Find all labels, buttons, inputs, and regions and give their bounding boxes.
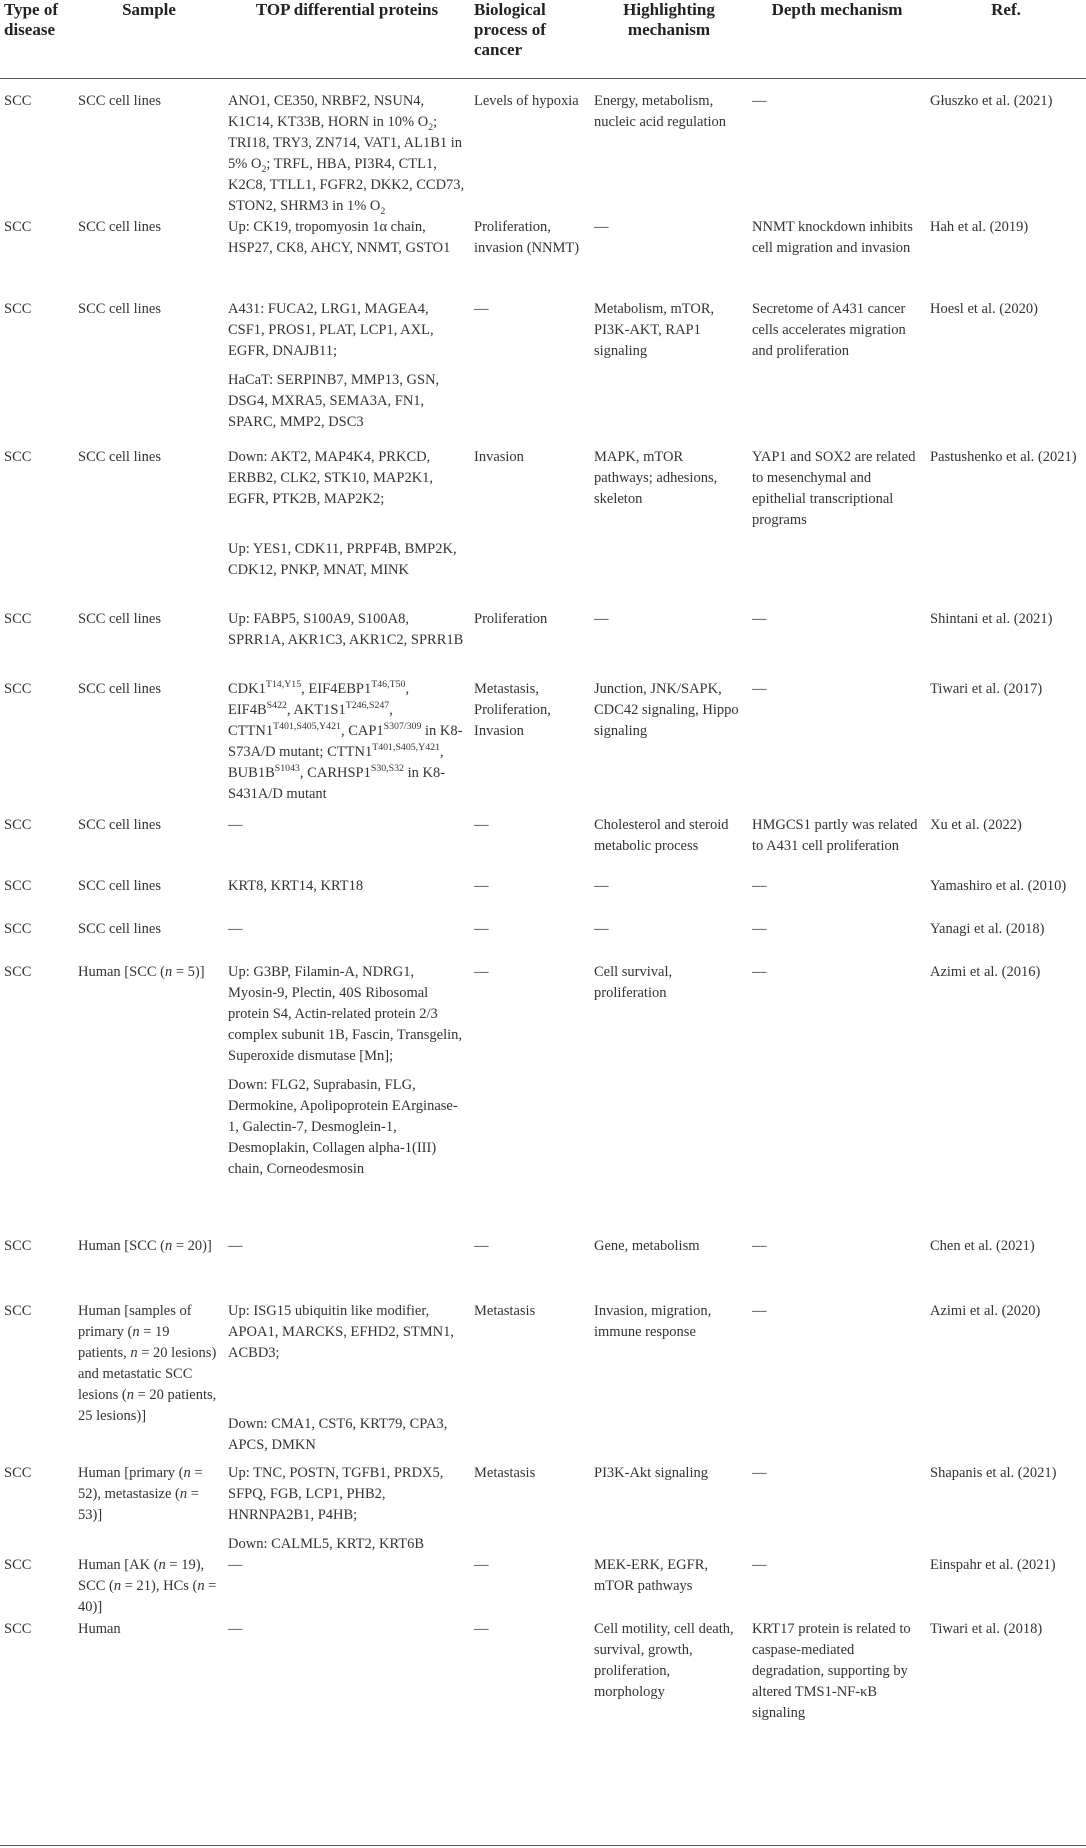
table-row	[0, 962, 1086, 1236]
cell-mech: Junction, JNK/SAPK, CDC42 signaling, Hippo signaling	[594, 680, 739, 739]
cell-ref: Chen et al. (2021)	[930, 1237, 1035, 1254]
cell-sample: SCC cell lines	[78, 920, 161, 937]
cell-depth: Secretome of A431 cancer cells accelerates migration and proliferation	[752, 300, 906, 359]
cell-depth: —	[752, 92, 767, 109]
cell-depth: —	[752, 963, 767, 980]
cell-bio: Metastasis, Proliferation, Invasion	[474, 680, 551, 739]
cell-proteins: —	[228, 816, 243, 833]
cell-proteins: Down: AKT2, MAP4K4, PRKCD, ERBB2, CLK2, STK10, MAP2K1, EGFR, PTK2B, MAP2K2; Up: YES1, CDK11, PRPF4B, BMP2K, CDK12, PNKP, MNAT, MINK	[228, 448, 457, 578]
cell-type: SCC	[4, 963, 32, 980]
table-row	[0, 1619, 1086, 1725]
cell-proteins: Up: FABP5, S100A9, S100A8, SPRR1A, AKR1C3, AKR1C2, SPRR1B	[228, 610, 464, 648]
cell-proteins: Up: CK19, tropomyosin 1α chain, HSP27, CK8, AHCY, NNMT, GSTO1	[228, 218, 451, 256]
cell-depth: —	[752, 1302, 767, 1319]
cell-depth: —	[752, 1464, 767, 1481]
cell-sample: Human [SCC (n = 20)]	[78, 1237, 212, 1254]
table-row	[0, 78, 1086, 217]
cell-ref: Pastushenko et al. (2021)	[930, 448, 1077, 465]
cell-depth: —	[752, 1237, 767, 1254]
cell-depth: —	[752, 1556, 767, 1573]
cell-bio: —	[474, 877, 489, 894]
cell-bio: —	[474, 1620, 489, 1637]
cell-bio: Proliferation, invasion (NNMT)	[474, 218, 580, 256]
cell-proteins: KRT8, KRT14, KRT18	[228, 877, 364, 894]
cell-sample: SCC cell lines	[78, 877, 161, 894]
cell-bio: —	[474, 1237, 489, 1254]
cell-type: SCC	[4, 920, 32, 937]
cell-depth: —	[752, 877, 767, 894]
cell-mech: PI3K-Akt signaling	[594, 1464, 708, 1481]
cell-mech: —	[594, 920, 609, 937]
cell-type: SCC	[4, 877, 32, 894]
cell-mech: Cell survival, proliferation	[594, 963, 673, 1001]
header-proteins: TOP differential proteins	[255, 0, 439, 19]
table-row	[0, 1289, 1086, 1463]
cell-bio: —	[474, 300, 489, 317]
cell-sample: SCC cell lines	[78, 680, 161, 697]
table-row	[0, 679, 1086, 815]
cell-sample: Human [primary (n = 52), metastasize (n = 53)]	[78, 1464, 203, 1523]
cell-sample: SCC cell lines	[78, 300, 161, 317]
cell-depth: —	[752, 680, 767, 697]
table-row	[0, 609, 1086, 679]
cell-type: SCC	[4, 300, 32, 317]
cell-mech: Invasion, migration, immune response	[594, 1302, 712, 1340]
table-row	[0, 1463, 1086, 1555]
cell-sample: SCC cell lines	[78, 610, 161, 627]
cell-sample: Human [AK (n = 19), SCC (n = 21), HCs (n = 40)]	[78, 1556, 217, 1615]
cell-ref: Hah et al. (2019)	[930, 218, 1029, 235]
table-row	[0, 815, 1086, 876]
cell-bio: Metastasis	[474, 1302, 536, 1319]
cell-depth: NNMT knockdown inhibits cell migration and invasion	[752, 218, 913, 256]
table-row	[0, 1236, 1086, 1289]
cell-depth: HMGCS1 partly was related to A431 cell proliferation	[752, 816, 918, 854]
table-row	[0, 919, 1086, 962]
cell-sample: SCC cell lines	[78, 816, 161, 833]
cell-mech: —	[594, 877, 609, 894]
cell-mech: —	[594, 610, 609, 627]
cell-type: SCC	[4, 1302, 32, 1319]
cell-type: SCC	[4, 1620, 32, 1637]
cell-ref: Yamashiro et al. (2010)	[930, 877, 1067, 894]
header-bio: Biological process of cancer	[474, 0, 546, 59]
cell-ref: Hoesl et al. (2020)	[930, 300, 1038, 317]
cell-mech: Gene, metabolism	[594, 1237, 700, 1254]
header-row	[0, 0, 1086, 78]
cell-proteins: —	[228, 920, 243, 937]
table-row	[0, 299, 1086, 447]
cell-type: SCC	[4, 448, 32, 465]
table-row	[0, 217, 1086, 299]
cell-type: SCC	[4, 680, 32, 697]
cell-mech: Cholesterol and steroid metabolic process	[594, 816, 729, 854]
cell-ref: Azimi et al. (2016)	[930, 963, 1041, 980]
cell-type: SCC	[4, 1464, 32, 1481]
cell-ref: Yanagi et al. (2018)	[930, 920, 1045, 937]
header-type: Type of disease	[4, 0, 58, 39]
cell-sample: Human	[78, 1620, 121, 1637]
cell-ref: Azimi et al. (2020)	[930, 1302, 1041, 1319]
header-mech: Highlighting mechanism	[623, 0, 715, 39]
cell-ref: Głuszko et al. (2021)	[930, 92, 1053, 109]
cell-type: SCC	[4, 610, 32, 627]
cell-bio: Levels of hypoxia	[474, 92, 579, 109]
cell-mech: Cell motility, cell death, survival, growth, proliferation, morphology	[594, 1620, 734, 1700]
cell-proteins: Up: ISG15 ubiquitin like modifier, APOA1, MARCKS, EFHD2, STMN1, ACBD3; Down: CMA1, CST6, KRT79, CPA3, APCS, DMKN	[228, 1302, 454, 1453]
cell-bio: —	[474, 963, 489, 980]
cell-type: SCC	[4, 218, 32, 235]
cell-bio: Invasion	[474, 448, 524, 465]
table-row	[0, 876, 1086, 919]
header-depth: Depth mechanism	[771, 0, 903, 19]
cell-depth: —	[752, 920, 767, 937]
table-bottom-rule	[0, 1845, 1086, 1846]
cell-bio: —	[474, 1556, 489, 1573]
cell-depth: —	[752, 610, 767, 627]
cell-proteins: A431: FUCA2, LRG1, MAGEA4, CSF1, PROS1, PLAT, LCP1, AXL, EGFR, DNAJB11; HaCaT: SERPINB7, MMP13, GSN, DSG4, MXRA5, SEMA3A, FN1, SPARC, MMP2, DSC3	[228, 300, 440, 430]
cell-bio: —	[474, 816, 489, 833]
table-row	[0, 1555, 1086, 1619]
cell-depth: YAP1 and SOX2 are related to mesenchymal and epithelial transcriptional programs	[752, 448, 916, 528]
cell-mech: —	[594, 218, 609, 235]
header-sample: Sample	[122, 0, 176, 19]
cell-sample: SCC cell lines	[78, 92, 161, 109]
cell-mech: MAPK, mTOR pathways; adhesions, skeleton	[594, 448, 718, 507]
cell-sample: Human [SCC (n = 5)]	[78, 963, 205, 980]
cell-ref: Tiwari et al. (2018)	[930, 1620, 1043, 1637]
cell-bio: —	[474, 920, 489, 937]
cell-proteins: Up: TNC, POSTN, TGFB1, PRDX5, SFPQ, FGB, LCP1, PHB2, HNRNPA2B1, P4HB; Down: CALML5, KRT2, KRT6B	[228, 1464, 444, 1552]
cell-ref: Xu et al. (2022)	[930, 816, 1022, 833]
cell-bio: Metastasis	[474, 1464, 536, 1481]
cell-type: SCC	[4, 1237, 32, 1254]
table-row	[0, 447, 1086, 609]
header-ref: Ref.	[991, 0, 1021, 19]
cell-mech: Metabolism, mTOR, PI3K-AKT, RAP1 signaling	[594, 300, 715, 359]
cell-ref: Shapanis et al. (2021)	[930, 1464, 1057, 1481]
cell-type: SCC	[4, 92, 32, 109]
cell-proteins: $CDK1^{T14,Y15}$, $EIF4EBP1^{T46,T50}$, $EIF4B^{S422}$, $AKT1S1^{T246,S247}$, $CTTN1^{T401,S405,Y421}$, $CAP1^{S307/309}$ in K8-S73A/D mutant; $CTTN1^{T401,S405,Y421}$, $BUB1B^{S1043}$, $CARHSP1^{S30,S32}$ in K8-S431A/D mutant	[228, 678, 463, 802]
cell-sample: SCC cell lines	[78, 448, 161, 465]
cell-ref: Einspahr et al. (2021)	[930, 1556, 1056, 1573]
cell-bio: Proliferation	[474, 610, 548, 627]
cell-proteins: ANO1, CE350, NRBF2, NSUN4, K1C14, KT33B, HORN in 10% $O_2$; TRI18, TRY3, ZN714, VAT1, AL1B1 in 5% $O_2$; TRFL, HBA, PI3R4, CTL1, K2C8, TTLL1, FGFR2, DKK2, CCD73, STON2, SHRM3 in 1% $O_2$	[228, 92, 465, 217]
cell-type: SCC	[4, 816, 32, 833]
cell-ref: Shintani et al. (2021)	[930, 610, 1053, 627]
cell-mech: MEK-ERK, EGFR, mTOR pathways	[594, 1556, 708, 1594]
cell-proteins: —	[228, 1556, 243, 1573]
cell-sample: Human [samples of primary (n = 19 patients, n = 20 lesions) and metastatic SCC lesions (n = 20 patients, 25 lesions)]	[78, 1302, 217, 1424]
cell-sample: SCC cell lines	[78, 218, 161, 235]
cell-ref: Tiwari et al. (2017)	[930, 680, 1043, 697]
cell-proteins: —	[228, 1620, 243, 1637]
cell-proteins: —	[228, 1237, 243, 1254]
cell-mech: Energy, metabolism, nucleic acid regulation	[594, 92, 727, 130]
cell-depth: KRT17 protein is related to caspase-mediated degradation, supporting by altered TMS1-NF-κB signaling	[752, 1620, 911, 1721]
cell-proteins: Up: G3BP, Filamin-A, NDRG1, Myosin-9, Plectin, 40S Ribosomal protein S4, Actin-related protein 2/3 complex subunit 1B, Fascin, Transgelin, Superoxide dismutase [Mn]; Down: FLG2, Suprabasin, FLG, Dermokine, Apolipoprotein EArginase-1, Galectin-7, Desmoglein-1, Desmoplakin, Collagen alpha-1(III) chain, Corneodesmosin	[228, 963, 463, 1177]
cell-type: SCC	[4, 1556, 32, 1573]
